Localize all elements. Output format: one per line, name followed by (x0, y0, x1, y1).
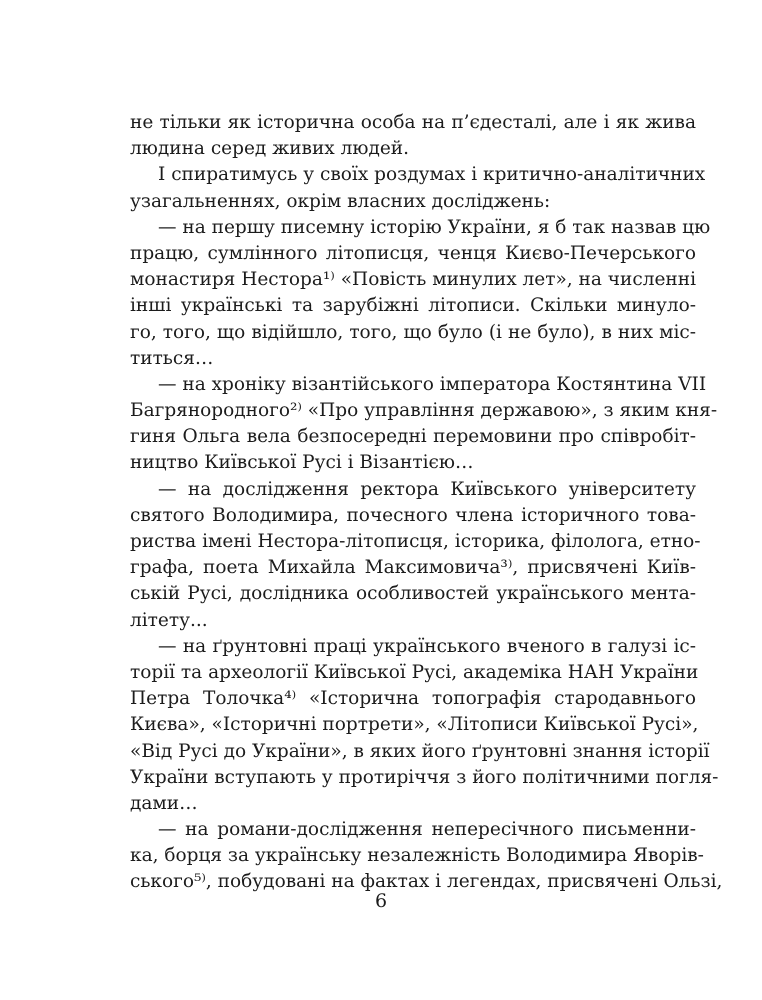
text-line: — на дослідження ректора Київського університету (158, 478, 696, 500)
text-line: «Від Русі до України», в яких його ґрунтовні знання історії (130, 740, 710, 762)
text-line: Києва», «Історичні портрети», «Літописи Київської Русі», (130, 714, 699, 736)
text-line: — на першу писемну історію України, я б так назвав цю (158, 216, 711, 238)
text-line: працю, сумлінного літописця, ченця Києво-Печерського (130, 242, 696, 264)
text-line: ництво Київської Русі і Візантією… (130, 452, 474, 474)
text-line: не тільки як історична особа на п’єдесталі, але і як жива (130, 112, 696, 133)
page-number: 6 (374, 890, 388, 912)
text-line: го, того, що відійшло, того, що було (і не було), в них міс- (130, 321, 696, 343)
text-line: гиня Ольга вела безпосередні перемовини про співробіт- (130, 426, 696, 448)
text-line: ській Русі, дослідника особливостей українського мента- (130, 583, 696, 605)
text-line: дами… (130, 792, 198, 814)
text-line: — на ґрунтовні праці українського вченого в галузі іс- (158, 635, 696, 657)
text-line: Багрянородного²⁾ «Про управління державою», з яким кня- (130, 400, 718, 422)
text-line: України вступають у протиріччя з його політичними погля- (130, 766, 719, 788)
text-line: — на романи-дослідження непересічного письменни- (158, 819, 696, 841)
text-line: торії та археології Київської Русі, академіка НАН України (130, 661, 699, 683)
text-line: ка, борця за українську незалежність Володимира Яворів- (130, 845, 704, 867)
text-line: риства імені Нестора-літописця, історика, філолога, етно- (130, 531, 701, 552)
text-line: І спиратимусь у своїх роздумах і критично-аналітичних (158, 164, 706, 186)
text-line: святого Володимира, почесного члена історичного това- (130, 504, 696, 526)
text-line: узагальненнях, окрім власних досліджень: (130, 190, 551, 212)
text-line: графа, поета Михайла Максимовича³⁾, присвячені Київ- (130, 557, 696, 579)
text-line: титься… (130, 347, 214, 369)
text-line: літету... (130, 609, 208, 631)
body-text (130, 110, 723, 896)
text-line: Петра Толочка⁴⁾ «Історична топографія стародавнього (130, 688, 696, 710)
text-line: інші українські та зарубіжні літописи. Скільки минуло- (130, 295, 696, 317)
text-line: — на хроніку візантійського імператора Костянтина VII (158, 373, 707, 395)
text-line: людина серед живих людей. (130, 138, 410, 160)
text-line: монастиря Нестора¹⁾ «Повість минулих лет», на численні (130, 269, 696, 291)
text-line: ського⁵⁾, побудовані на фактах і легендах, присвячені Ользі, (130, 871, 723, 893)
